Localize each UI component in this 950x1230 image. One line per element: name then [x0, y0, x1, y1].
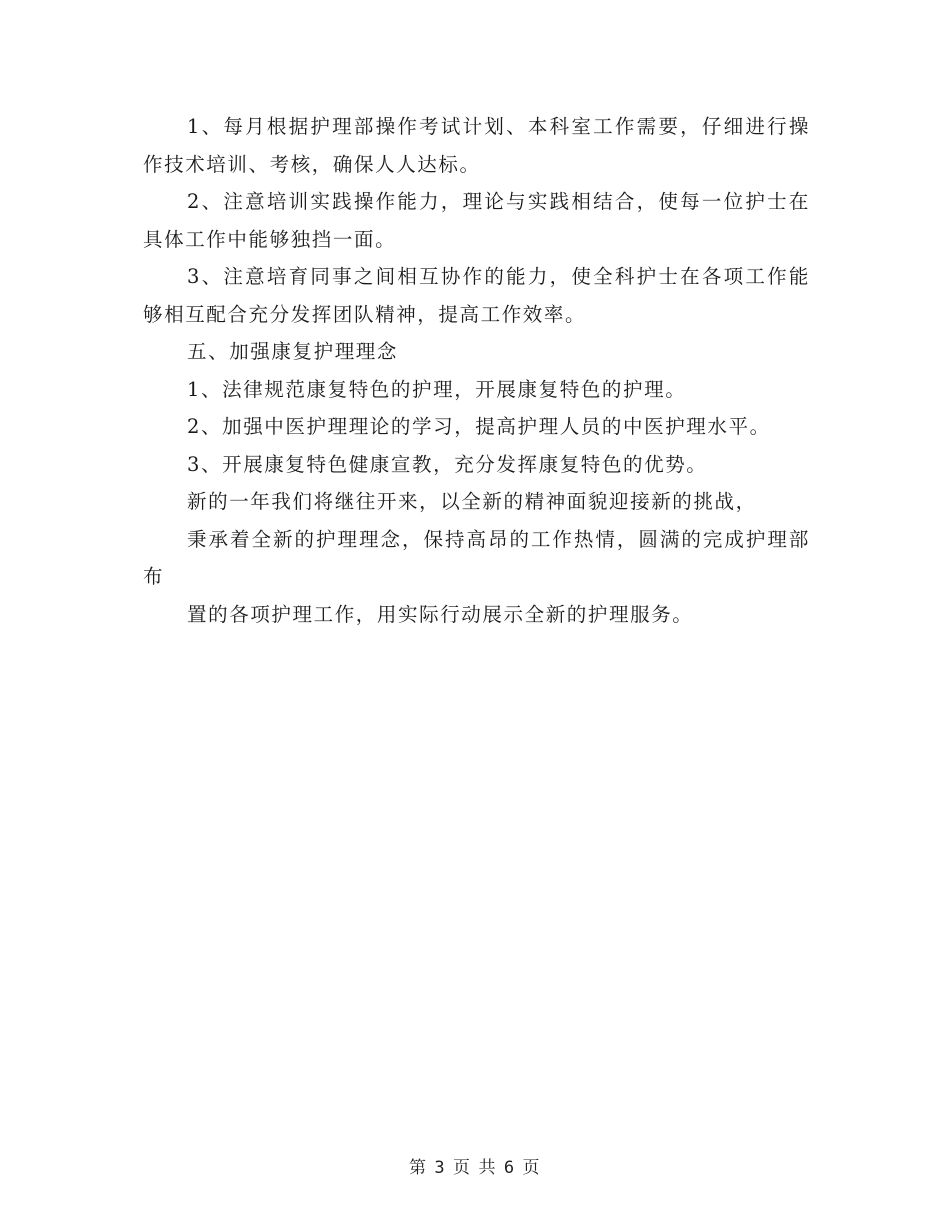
footer-total-pages: 6	[503, 1158, 516, 1178]
footer-current-page: 3	[434, 1158, 447, 1178]
paragraph-1: 1、每月根据护理部操作考试计划、本科室工作需要，仔细进行操作技术培训、考核，确保人人达标。	[143, 115, 810, 176]
footer-suffix: 页	[522, 1158, 542, 1178]
footer-middle: 页 共	[453, 1158, 497, 1178]
footer-prefix: 第	[408, 1158, 428, 1178]
section-item-3: 3、开展康复特色健康宣教，充分发挥康复特色的优势。	[187, 452, 708, 476]
section-heading: 五、加强康复护理理念	[187, 340, 399, 363]
document-body	[143, 108, 810, 633]
paragraph-3: 3、注意培育同事之间相互协作的能力，使全科护士在各项工作能够相互配合充分发挥团队精神，提高工作效率。	[143, 265, 810, 326]
closing-line-2: 秉承着全新的护理理念，保持高昂的工作热情，圆满的完成护理部布	[143, 527, 810, 588]
section-item-1: 1、法律规范康复特色的护理，开展康复特色的护理。	[187, 377, 687, 401]
page-number-footer	[0, 1153, 950, 1178]
closing-line-1: 新的一年我们将继往开来，以全新的精神面貌迎接新的挑战，	[187, 490, 757, 513]
closing-line-3: 置的各项护理工作，用实际行动展示全新的护理服务。	[187, 602, 694, 626]
section-item-2: 2、加强中医护理理论的学习，提高护理人员的中医护理水平。	[187, 415, 771, 438]
paragraph-2: 2、注意培训实践操作能力，理论与实践相结合，使每一位护士在具体工作中能够独挡一面。	[143, 190, 810, 251]
